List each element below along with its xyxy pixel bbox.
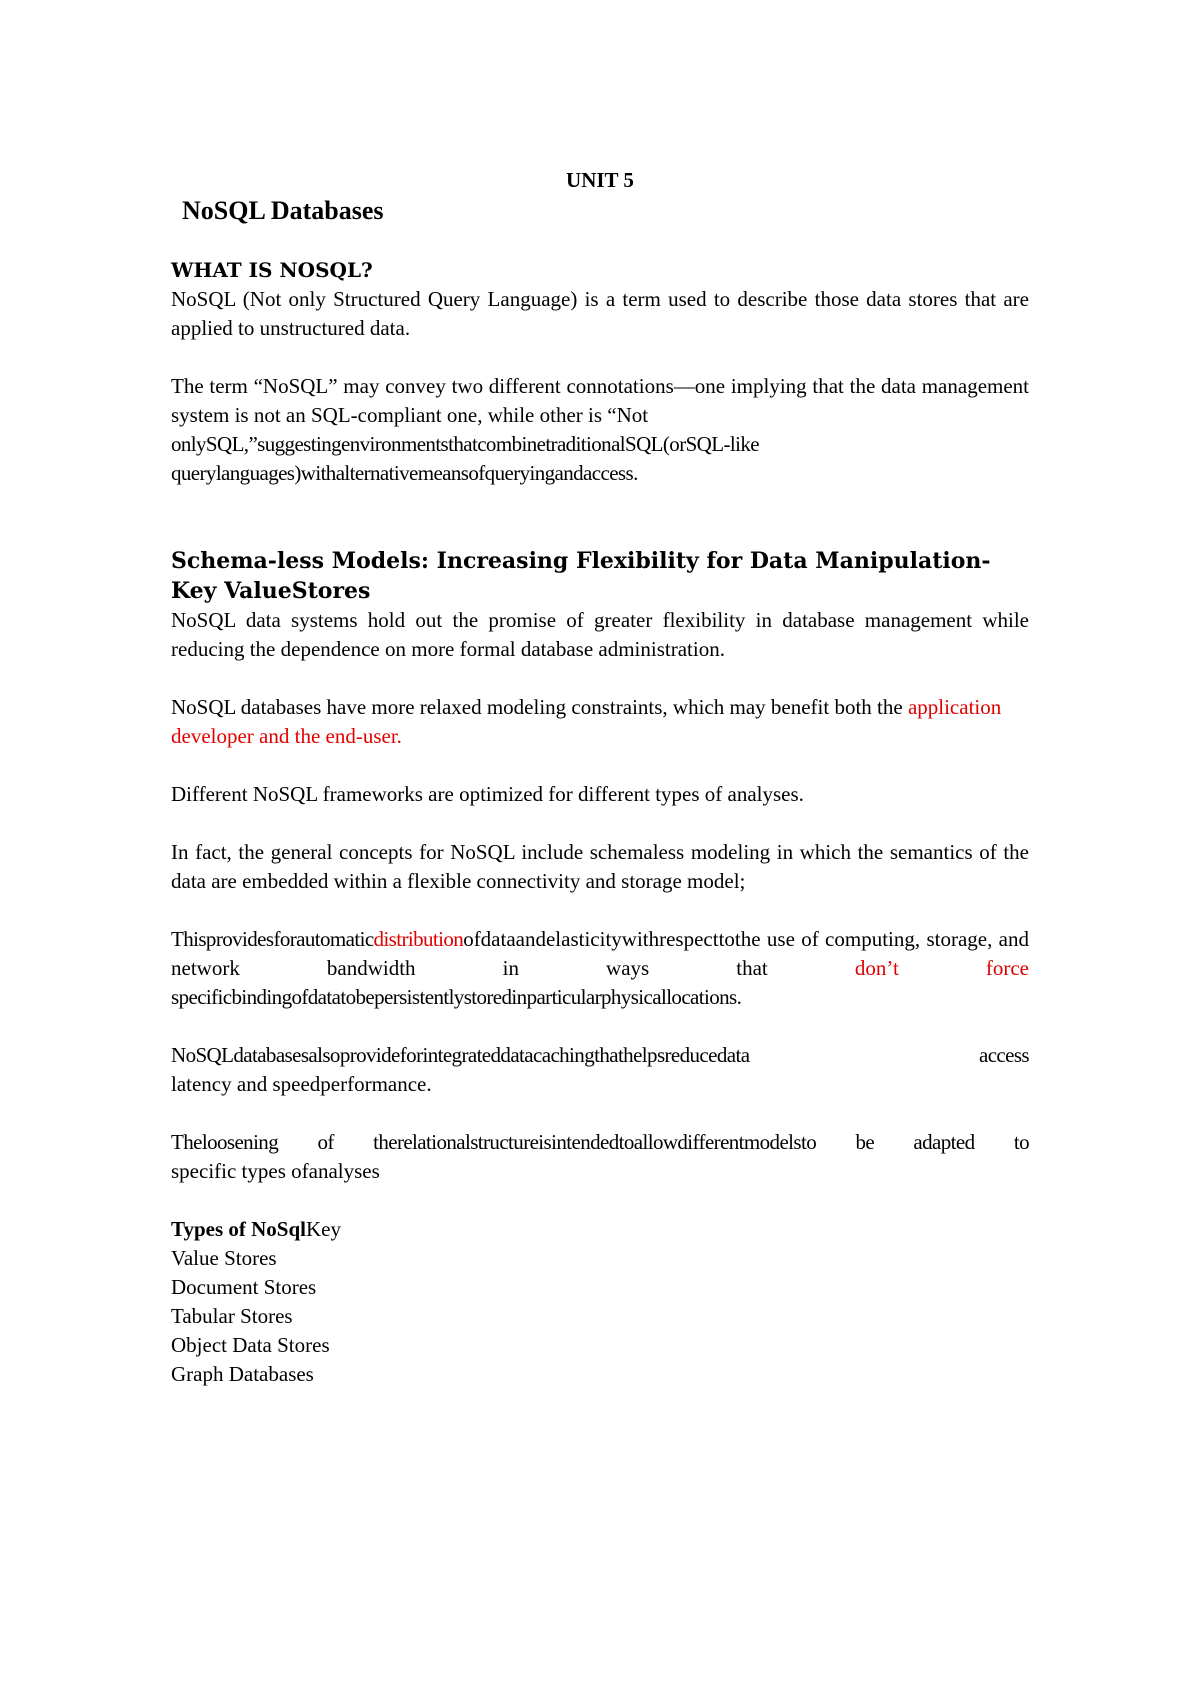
document-body bbox=[171, 256, 1029, 1389]
list-item: Tabular Stores bbox=[171, 1304, 293, 1328]
what-is-nosql-heading: WHAT IS NOSQL? bbox=[171, 258, 373, 282]
types-list bbox=[171, 1244, 1029, 1389]
distribution-highlight: distribution bbox=[373, 927, 464, 951]
list-item: Object Data Stores bbox=[171, 1333, 330, 1357]
distribution-paragraph bbox=[171, 925, 1029, 1012]
distribution-text-c: specificbindingofdatatobepersistentlystoredinparticularphysicallocations. bbox=[171, 985, 742, 1009]
concepts-paragraph: In fact, the general concepts for NoSQL include schemaless modeling in which the semantics of the data are embedded within a flexible connectivity and storage model; bbox=[171, 840, 1029, 893]
distribution-text-b: ofdataandelasticitywithrespecttothe use of computing, storage, and network bandwidth in ways that bbox=[171, 927, 1029, 980]
relaxed-paragraph bbox=[171, 693, 1029, 751]
list-item: Graph Databases bbox=[171, 1362, 314, 1386]
caching-paragraph-b: latency and speedperformance. bbox=[171, 1072, 432, 1096]
loosening-paragraph-a: Theloosening of therelationalstructureisintendedtoallowdifferentmodelsto be adapted to bbox=[171, 1130, 1029, 1154]
relaxed-text: NoSQL databases have more relaxed modeling constraints, which may benefit both the bbox=[171, 695, 903, 719]
page-title: NoSQL Databases bbox=[182, 196, 384, 225]
schema-less-heading: Schema-less Models: Increasing Flexibility for Data Manipulation-Key ValueStores bbox=[171, 548, 991, 604]
distribution-text-a: Thisprovidesforautomatic bbox=[171, 927, 374, 951]
dont-force-highlight: don’t force bbox=[854, 956, 1029, 980]
what-paragraph-2b: onlySQL,”suggestingenvironmentsthatcombinetraditionalSQL(orSQL-like bbox=[171, 432, 759, 456]
what-paragraph-1: NoSQL (Not only Structured Query Language) is a term used to describe those data stores that are applied to unstructured data. bbox=[171, 287, 1029, 340]
unit-label: UNIT 5 bbox=[566, 168, 634, 192]
list-item: Document Stores bbox=[171, 1275, 317, 1299]
what-paragraph-2c: querylanguages)withalternativemeansofqueryingandaccess. bbox=[171, 461, 638, 485]
what-paragraph-2a: The term “NoSQL” may convey two different connotations—one implying that the data management system is not an SQL-compliant one, while other is “Not bbox=[171, 374, 1029, 427]
types-heading bbox=[171, 1215, 1029, 1244]
types-label: Types of NoSql bbox=[171, 1217, 306, 1241]
types-label-rest: Key bbox=[305, 1217, 341, 1241]
frameworks-paragraph: Different NoSQL frameworks are optimized for different types of analyses. bbox=[171, 782, 804, 806]
relaxed-highlight: application developer and the end-user. bbox=[171, 695, 1002, 748]
loosening-paragraph-b: specific types ofanalyses bbox=[171, 1159, 380, 1183]
list-item: Value Stores bbox=[171, 1246, 277, 1270]
systems-paragraph: NoSQL data systems hold out the promise of greater flexibility in database management while reducing the dependence on more formal database administration. bbox=[171, 608, 1029, 661]
caching-paragraph-a: NoSQLdatabasesalsoprovideforintegrateddatacachingthathelpsreducedata access bbox=[171, 1043, 1029, 1067]
